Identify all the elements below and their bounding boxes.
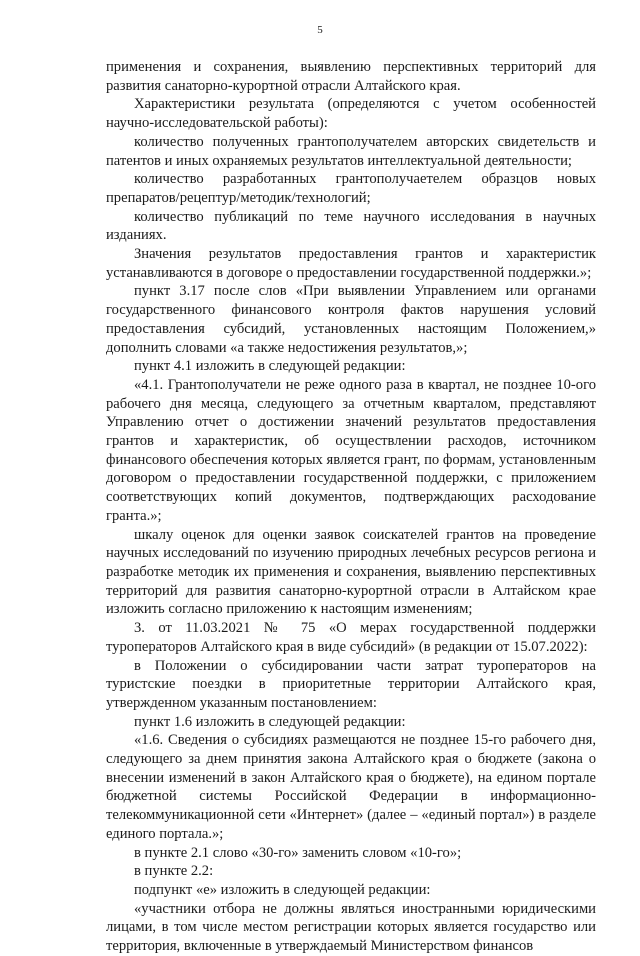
paragraph: 3. от 11.03.2021 № 75 «О мерах государственной поддержки туроператоров Алтайского края в виде субсидий» (в редакции от 15.07.2022): — [106, 620, 596, 655]
paragraph: в пункте 2.2: — [134, 863, 214, 880]
page-number: 5 — [317, 24, 323, 36]
paragraph: Значения результатов предоставления грантов и характеристик устанавливаются в договоре о предоставлении государственной поддержки.»; — [106, 246, 596, 281]
paragraph: количество полученных грантополучателем авторских свидетельств и патентов и иных охраняемых результатов интеллектуальной деятельности; — [106, 133, 596, 169]
paragraph: пункт 3.17 после слов «При выявлении Управлением или органами государственного финансового контроля фактов нарушения условий предоставления субсидий, установленных настоящим Положением,» дополнить словами «а также недостижения результатов,»; — [106, 283, 596, 356]
paragraph: подпункт «е» изложить в следующей редакции: — [134, 881, 431, 898]
paragraph: в пункте 2.1 слово «30-го» заменить словом «10-го»; — [134, 844, 462, 861]
paragraph: «1.6. Сведения о субсидиях размещаются не позднее 15-го рабочего дня, следующего за днем принятия закона Алтайского края о бюджете (закона о внесении изменений в закон Алтайского края о бюджете), на едином портале бюджетной системы Российской Федерации в информационно-телекоммуникационной сети «Интернет» (далее – «единый портал») в разделе единого портала.»; — [106, 732, 596, 842]
paragraph: количество разработанных грантополучаетелем образцов новых препаратов/рецептур/методик/технологий; — [106, 171, 596, 206]
paragraph: пункт 4.1 изложить в следующей редакции: — [134, 358, 406, 375]
paragraph: применения и сохранения, выявлению перспективных территорий для развития санаторно-курортной отрасли Алтайского края. — [106, 59, 596, 94]
paragraph: «4.1. Грантополучатели не реже одного раза в квартал, не позднее 10-ого рабочего дня месяца, следующего за отчетным кварталом, представляют Управлению отчет о достижении значений результатов предоставления грантов и характеристик, об осуществлении расходов, источником финансового обеспечения которых является грант, по формам, установленным договором о предоставлении государственной поддержки, с приложением соответствующих копий документов, подтверждающих расходование гранта.»; — [106, 376, 596, 524]
paragraph: шкалу оценок для оценки заявок соискателей грантов на проведение научных исследований по изучению природных лечебных ресурсов региона и разработке методик их применения и сохранения, выявлению перспективных территорий для развития санаторно-курортной отрасли в Алтайском крае изложить согласно приложению к настоящим изменениям; — [106, 526, 596, 618]
paragraph: пункт 1.6 изложить в следующей редакции: — [134, 713, 406, 730]
paragraph: в Положении о субсидировании части затрат туроператоров на туристские поездки в приоритетные территории Алтайского края, утвержденном указанным постановлением: — [106, 657, 596, 711]
paragraph: Характеристики результата (определяются с учетом особенностей научно-исследовательской работы): — [106, 96, 596, 132]
paragraph: «участники отбора не должны являться иностранными юридическими лицами, в том числе местом регистрации которых является государство или территория, включенные в утверждаемый Министерством финансов — [106, 900, 596, 955]
paragraph: количество публикаций по теме научного исследования в научных изданиях. — [106, 208, 596, 244]
document-body — [106, 58, 596, 956]
